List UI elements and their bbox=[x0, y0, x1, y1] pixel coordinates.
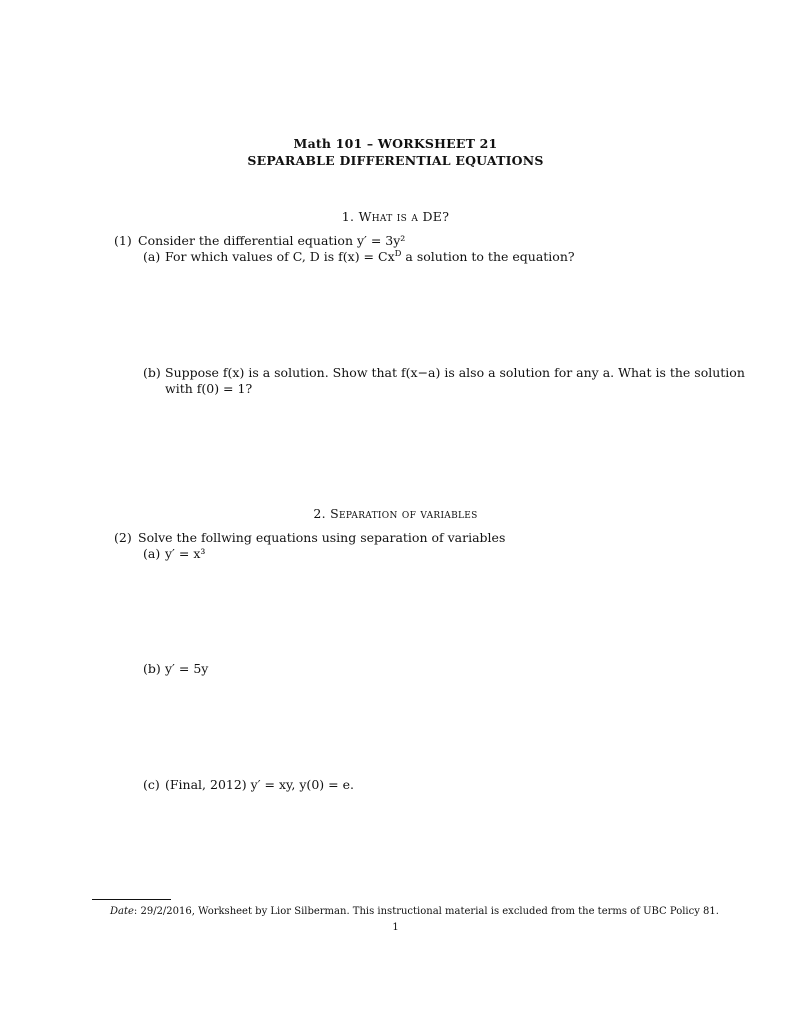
problem-1-part-b bbox=[143, 365, 745, 381]
problem-1-part-a bbox=[143, 249, 575, 265]
problem-2-part-b bbox=[143, 661, 208, 677]
problem-number: (1) bbox=[114, 233, 132, 248]
part-text: y′ = 5y bbox=[165, 661, 209, 676]
page-subtitle: SEPARABLE DIFFERENTIAL EQUATIONS bbox=[247, 153, 544, 168]
footnote bbox=[110, 906, 719, 917]
problem-text: Consider the differential equation y′ = 3y² bbox=[138, 233, 406, 248]
footnote-text: : 29/2/2016, Worksheet by Lior Silberman. This instructional material is excluded from the terms of UBC Policy 81. bbox=[133, 906, 719, 917]
page-title: Math 101 – WORKSHEET 21 bbox=[293, 136, 498, 151]
problem-2 bbox=[114, 530, 505, 546]
footnote-rule bbox=[92, 899, 171, 900]
part-text: y′ = x³ bbox=[165, 546, 206, 561]
problem-1 bbox=[114, 233, 405, 249]
problem-1-part-b-continuation: with f(0) = 1? bbox=[165, 381, 253, 396]
section-heading-1: 1. What is a DE? bbox=[341, 209, 450, 224]
part-text-line-1: Suppose f(x) is a solution. Show that f(x−a) is also a solution for any a. What is the solution bbox=[165, 365, 745, 380]
part-label: (b) bbox=[143, 661, 161, 676]
problem-text: Solve the follwing equations using separation of variables bbox=[138, 530, 506, 545]
page-number: 1 bbox=[392, 922, 399, 933]
problem-2-part-c bbox=[143, 777, 354, 793]
part-text: For which values of C, D is $f(x) = Cx^D$ a solution to the equation? bbox=[165, 248, 575, 264]
part-label: (c) bbox=[143, 777, 160, 792]
footnote-label: Date bbox=[110, 906, 134, 917]
part-label: (a) bbox=[143, 546, 161, 561]
problem-2-part-a bbox=[143, 546, 205, 562]
part-label: (a) bbox=[143, 249, 161, 264]
part-text: (Final, 2012) y′ = xy, y(0) = e. bbox=[165, 777, 354, 792]
part-label: (b) bbox=[143, 365, 161, 380]
section-heading-2: 2. Separation of variables bbox=[313, 506, 478, 521]
problem-number: (2) bbox=[114, 530, 132, 545]
